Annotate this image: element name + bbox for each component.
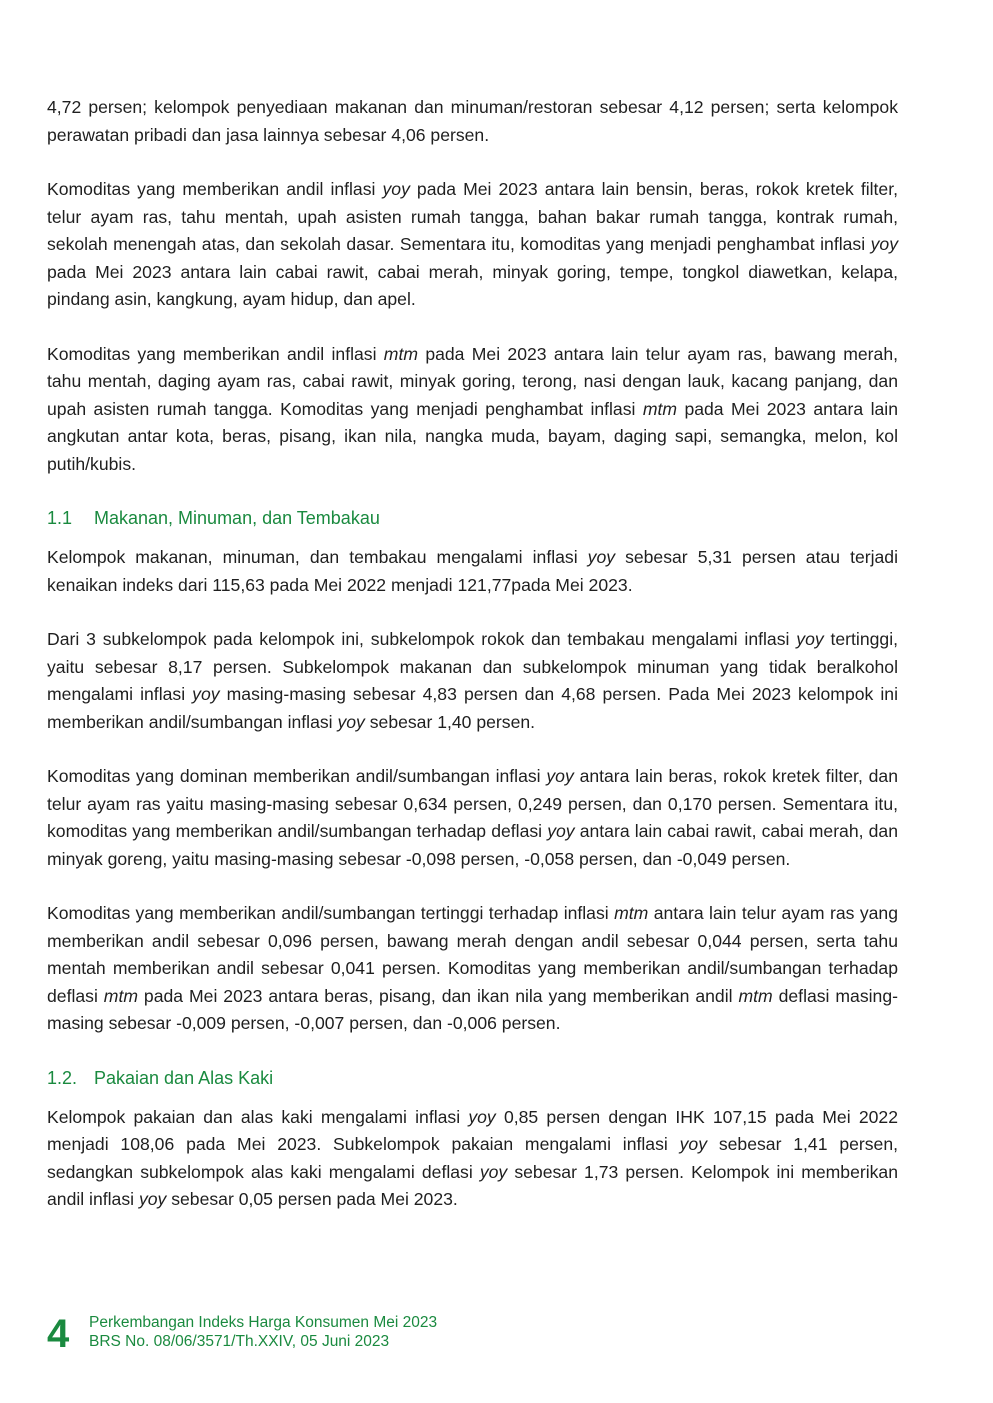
text-segment: Komoditas yang memberikan andil inflasi	[47, 343, 384, 364]
text-segment: pada Mei 2023 antara lain telur ayam ras, bawang merah, tahu mentah, daging ayam ras, cabai rawit, minyak goring, terong, nasi dengan lauk, kacang panjang, dan upah asisten rumah tangga. Komoditas yang menjadi penghambat inflasi	[47, 343, 898, 419]
text-segment: Dari 3 subkelompok pada kelompok ini, subkelompok rokok dan tembakau mengalami inflasi	[47, 629, 797, 649]
text-segment: pada Mei 2023 antara lain angkutan antar kota, beras, pisang, ikan nila, nangka muda, bayam, daging sapi, semangka, melon, kol putih/kubis.	[47, 398, 899, 474]
footer-publication-id: BRS No. 08/06/3571/Th.XXIV, 05 Juni 2023	[89, 1333, 390, 1350]
text-segment: Komoditas yang dominan memberikan andil/sumbangan inflasi	[47, 766, 547, 786]
section-heading-1-1	[47, 505, 898, 531]
text-segment: antara lain telur ayam ras yang memberikan andil sebesar 0,096 persen, bawang merah dengan andil sebesar 0,044 persen, serta tahu mentah memberikan andil sebesar 0,041 persen. Komoditas yang memberikan andil/sumbangan terhadap deflasi	[47, 903, 898, 1006]
text-segment: pada Mei 2023 antara beras, pisang, dan ikan nila yang memberikan andil	[138, 985, 739, 1006]
body-paragraph	[47, 763, 898, 873]
italic-term: mtm	[738, 985, 773, 1006]
italic-term: yoy	[382, 179, 410, 199]
italic-term: yoy	[138, 1189, 167, 1209]
italic-term: yoy	[546, 766, 574, 786]
section-title: Makanan, Minuman, dan Tembakau	[94, 508, 380, 528]
text-segment: pada Mei 2023 antara lain bensin, beras, rokok kretek filter, telur ayam ras, tahu mentah, upah asisten rumah tangga, bahan bakar rumah tangga, kontrak rumah, sekolah menengah atas, dan sekolah dasar. Sementara itu, komoditas yang menjadi penghambat inflasi	[47, 179, 898, 254]
page-content	[47, 94, 898, 1241]
section-number: 1.2.	[47, 1067, 78, 1088]
intro-paragraphs	[47, 94, 898, 478]
page-number: 4	[47, 1312, 70, 1356]
text-segment: deflasi masing-masing sebesar -0,009 persen, -0,007 persen, dan -0,006 persen.	[47, 985, 898, 1033]
page-footer	[47, 1312, 437, 1356]
text-segment: masing-masing sebesar 4,83 persen dan 4,68 persen. Pada Mei 2023 kelompok ini memberikan andil/sumbangan inflasi	[47, 684, 898, 732]
footer-publication-title: Perkembangan Indeks Harga Konsumen Mei 2023	[89, 1314, 438, 1331]
italic-term: yoy	[796, 629, 824, 649]
body-paragraph	[47, 94, 898, 149]
italic-term: mtm	[103, 985, 138, 1006]
text-segment: Kelompok pakaian dan alas kaki mengalami inflasi	[47, 1106, 469, 1127]
italic-term: yoy	[468, 1106, 496, 1127]
body-paragraph	[47, 900, 898, 1038]
italic-term: yoy	[337, 711, 365, 732]
text-segment: sebesar 0,05 persen pada Mei 2023.	[166, 1189, 458, 1209]
text-segment: sebesar 1,73 persen. Kelompok ini memberikan andil inflasi	[47, 1161, 898, 1209]
text-segment: Kelompok makanan, minuman, dan tembakau mengalami inflasi	[47, 547, 588, 567]
italic-term: mtm	[614, 903, 649, 923]
section-1-1-paragraphs	[47, 544, 898, 1038]
footer-text	[89, 1312, 437, 1351]
text-segment: sebesar 1,40 persen.	[364, 711, 536, 732]
italic-term: mtm	[383, 343, 418, 364]
italic-term: yoy	[587, 547, 616, 567]
body-paragraph	[47, 1104, 898, 1214]
italic-term: yoy	[679, 1134, 708, 1154]
text-segment: Komoditas yang memberikan andil inflasi	[47, 179, 383, 199]
section-1-2-paragraphs	[47, 1104, 898, 1214]
body-paragraph	[47, 544, 898, 599]
text-segment: antara lain beras, rokok kretek filter, dan telur ayam ras yaitu masing-masing sebesar 0,634 persen, 0,249 persen, dan 0,170 persen. Sementara itu, komoditas yang memberikan andil/sumbangan terhadap deflasi	[47, 766, 898, 841]
text-segment: Komoditas yang memberikan andil/sumbangan tertinggi terhadap inflasi	[47, 903, 615, 923]
text-segment: tertinggi, yaitu sebesar 8,17 persen. Subkelompok makanan dan subkelompok minuman yang tidak beralkohol mengalami inflasi	[47, 629, 898, 704]
body-paragraph	[47, 626, 898, 736]
section-number: 1.1	[47, 508, 73, 528]
italic-term: yoy	[547, 821, 575, 841]
italic-term: yoy	[870, 234, 898, 254]
italic-term: yoy	[192, 684, 220, 704]
italic-term: yoy	[479, 1161, 508, 1182]
text-segment: sebesar 1,41 persen, sedangkan subkelompok alas kaki mengalami deflasi	[47, 1134, 899, 1182]
text-segment: pada Mei 2023 antara lain cabai rawit, cabai merah, minyak goring, tempe, tongkol diawetkan, kelapa, pindang asin, kangkung, ayam hidup, dan apel.	[47, 261, 898, 309]
body-paragraph	[47, 176, 898, 314]
text-segment: sebesar 5,31 persen atau terjadi kenaikan indeks dari 115,63 pada Mei 2022 menjadi 121,77pada Mei 2023.	[47, 547, 898, 595]
italic-term: mtm	[642, 398, 678, 419]
text-segment: antara lain cabai rawit, cabai merah, dan minyak goreng, yaitu masing-masing sebesar -0,098 persen, -0,058 persen, dan -0,049 persen.	[47, 821, 898, 869]
text-segment: 4,72 persen; kelompok penyediaan makanan dan minuman/restoran sebesar 4,12 persen; serta kelompok perawatan pribadi dan jasa lainnya sebesar 4,06 persen.	[47, 97, 898, 145]
text-segment: 0,85 persen dengan IHK 107,15 pada Mei 2022 menjadi 108,06 pada Mei 2023. Subkelompok pakaian mengalami inflasi	[47, 1106, 898, 1154]
body-paragraph	[47, 341, 898, 479]
section-heading-1-2	[47, 1065, 898, 1091]
section-title: Pakaian dan Alas Kaki	[94, 1067, 274, 1088]
